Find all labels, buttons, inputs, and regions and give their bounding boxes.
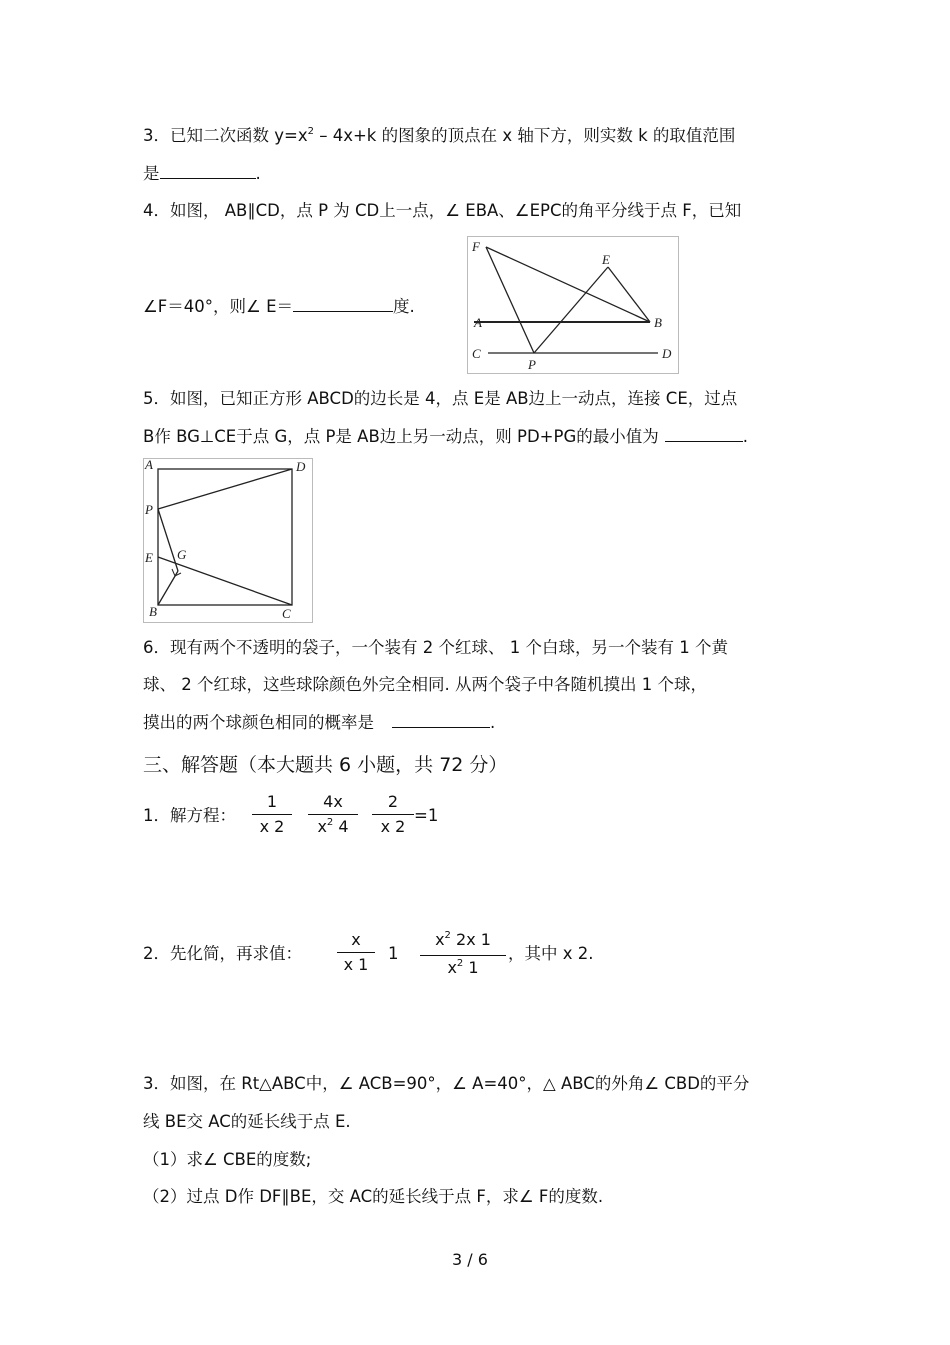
label-E: E [602,252,610,267]
p2-label: 2．先化简，再求值： [143,944,302,963]
p1-fraction-3: 2 x 2 [372,792,414,837]
section-title: 三、解答题（本大题共 6 小题，共 72 分） [143,754,508,776]
label-F: F [472,239,480,254]
label-P: P [528,357,536,372]
p1-equals: =1 [414,806,439,825]
label-D: D [296,459,306,474]
label-A: A [474,315,482,330]
label-B: B [149,604,157,619]
answer-blank [392,711,490,728]
p1-fraction-1: 1 x 2 [252,792,292,837]
q6-line3: 摸出的两个球颜色相同的概率是 . [143,713,496,732]
p3-line4: （2）过点 D作 DF∥BE，交 AC的延长线于点 F，求∠ F的度数. [143,1187,604,1206]
q6-line2: 球、 2 个红球，这些球除颜色外完全相同. 从两个袋子中各随机摸出 1 个球， [143,675,707,694]
page-number: 3 / 6 [452,1250,488,1269]
p1-label: 1．解方程： [143,806,236,825]
label-P: P [145,502,153,517]
label-C: C [472,346,481,361]
label-D: D [662,346,672,361]
p2-fraction-2: $x^2$ 2x 1 $x^2$ 1 [420,930,506,981]
q4-figure [467,236,679,374]
q5-line2: B作 BG⊥CE于点 G，点 P是 AB边上另一动点，则 PD+PG的最小值为 . [143,427,748,446]
q3-line2: 是 . [143,164,261,183]
label-B: B [654,315,662,330]
p1-fraction-2: 4x $x^2$ 4 [308,792,358,840]
q5-figure [143,458,313,623]
p2-one: 1 [388,944,399,963]
answer-blank [160,162,256,179]
q5-line1: 5．如图，已知正方形 ABCD的边长是 4，点 E是 AB边上一动点，连接 CE，过点 [143,389,738,408]
p2-tail: ，其中 x 2. [508,944,594,963]
q3-line1: 3．已知二次函数 $y=x^2 - 4x+k$ 的图象的顶点在 x 轴下方，则实数 k 的取值范围 [143,126,736,145]
p3-line3: （1）求∠ CBE的度数; [143,1150,312,1169]
label-E: E [145,550,153,565]
label-G: G [177,547,187,562]
p3-line1: 3．如图，在 Rt△ABC中，∠ ACB=90°，∠ A=40°，△ ABC的外角∠ CBD的平分 [143,1074,750,1093]
label-A: A [145,459,153,472]
label-C: C [282,606,291,621]
q4-line1: 4．如图， AB∥CD，点 P 为 CD上一点，∠ EBA、∠EPC的角平分线于点 F，已知 [143,201,742,220]
p2-fraction-1: x x 1 [337,930,375,975]
q6-line1: 6．现有两个不透明的袋子，一个装有 2 个红球、 1 个白球，另一个装有 1 个黄 [143,638,728,657]
p3-line2: 线 BE交 AC的延长线于点 E. [143,1112,351,1131]
answer-blank [665,425,743,442]
answer-blank [293,295,393,312]
q4-line2: ∠F＝40°，则∠ E＝ 度. [143,297,415,316]
